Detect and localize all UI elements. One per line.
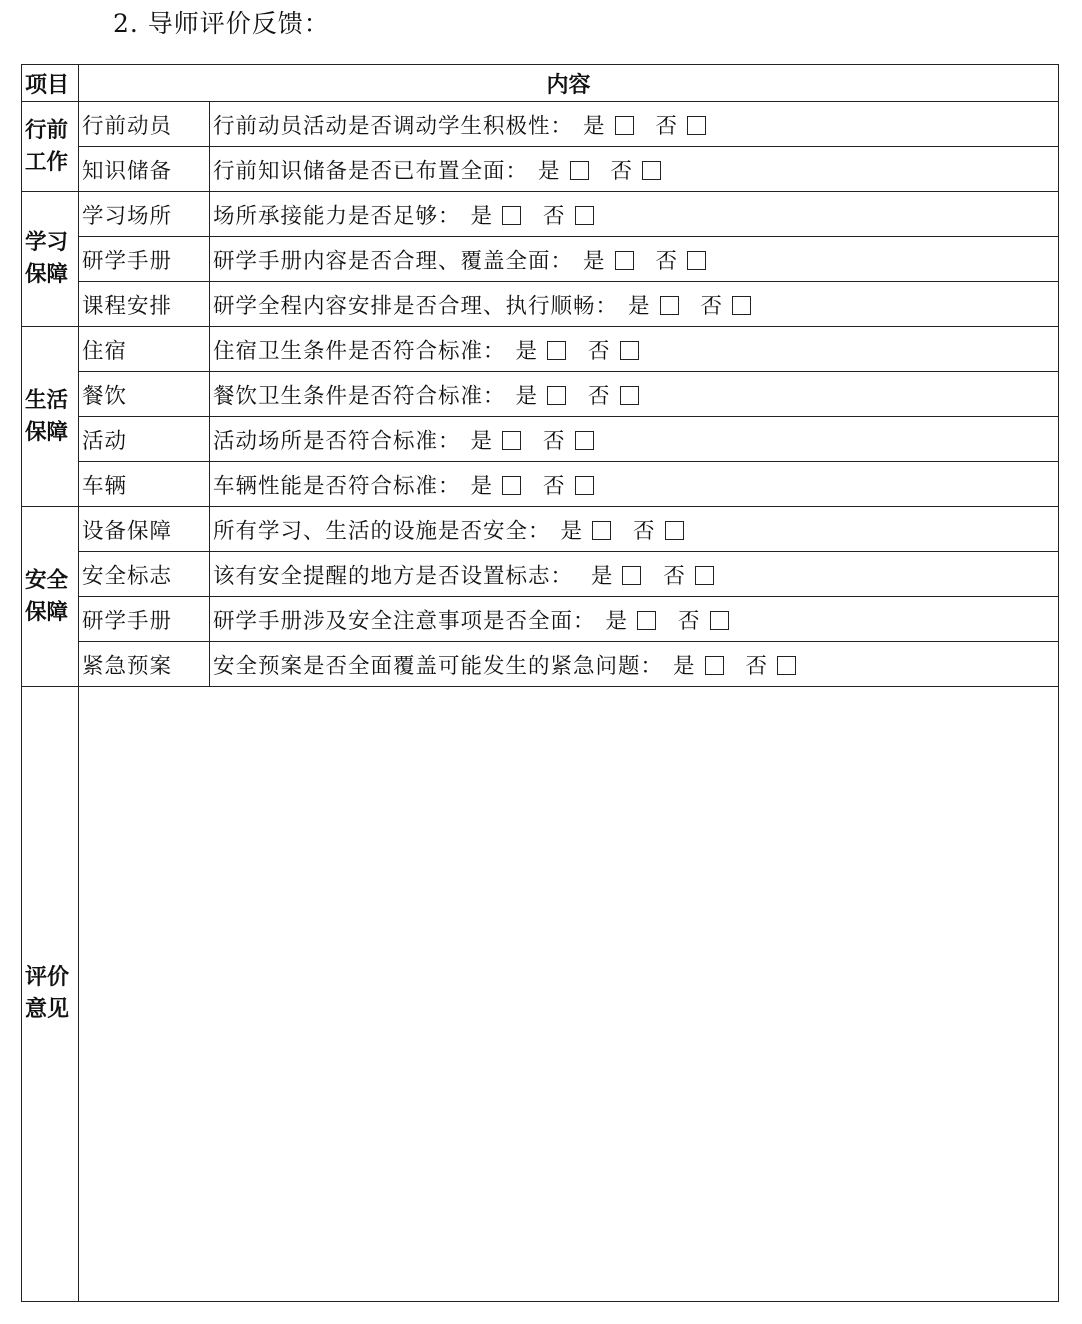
category-cell xyxy=(22,507,79,687)
category-label-line2: 保障 xyxy=(25,599,69,625)
table-row xyxy=(22,327,1059,372)
subitem-cell: 紧急预案 xyxy=(79,642,210,687)
question-text: 场所承接能力是否足够： xyxy=(213,203,461,229)
yes-label: 是 xyxy=(538,158,561,184)
subitem-cell: 学习场所 xyxy=(79,192,210,237)
evaluation-label-cell xyxy=(22,687,79,1302)
evaluation-form-table xyxy=(21,64,1059,1302)
yes-label: 是 xyxy=(470,473,494,499)
yes-label: 是 xyxy=(515,338,539,364)
subitem-cell: 车辆 xyxy=(79,462,210,507)
yes-label: 是 xyxy=(470,428,494,454)
no-checkbox[interactable] xyxy=(575,476,594,495)
question-text: 餐饮卫生条件是否符合标准： xyxy=(213,383,506,409)
page-heading: 2. 导师评价反馈： xyxy=(113,9,330,38)
no-label: 否 xyxy=(663,563,686,589)
category-label-line1: 行前 xyxy=(25,117,69,143)
category-cell xyxy=(22,192,79,327)
subitem-cell: 知识储备 xyxy=(79,147,210,192)
no-label: 否 xyxy=(655,248,679,274)
no-checkbox[interactable] xyxy=(620,341,639,360)
table-row xyxy=(22,372,1059,417)
table-row xyxy=(22,597,1059,642)
table-row xyxy=(22,552,1059,597)
table-row xyxy=(22,462,1059,507)
yes-label: 是 xyxy=(515,383,539,409)
category-label-line2: 保障 xyxy=(25,419,69,445)
subitem-cell: 活动 xyxy=(79,417,210,462)
table-row xyxy=(22,237,1059,282)
yes-checkbox[interactable] xyxy=(502,476,521,495)
no-label: 否 xyxy=(610,158,634,184)
question-cell xyxy=(210,462,1059,507)
question-cell xyxy=(210,372,1059,417)
yes-checkbox[interactable] xyxy=(547,341,566,360)
subitem-cell: 住宿 xyxy=(79,327,210,372)
no-label: 否 xyxy=(588,383,611,409)
yes-label: 是 xyxy=(590,563,614,589)
no-checkbox[interactable] xyxy=(575,206,594,225)
category-label-line2: 保障 xyxy=(25,262,69,287)
table-row xyxy=(22,102,1059,147)
question-cell xyxy=(210,147,1059,192)
table-row xyxy=(22,192,1059,237)
question-cell xyxy=(210,327,1059,372)
no-label: 否 xyxy=(543,203,566,229)
question-text: 该有安全提醒的地方是否设置标志： xyxy=(213,563,581,589)
question-cell xyxy=(210,417,1059,462)
category-label-line2: 工作 xyxy=(25,149,69,175)
yes-checkbox[interactable] xyxy=(502,431,521,450)
yes-label: 是 xyxy=(583,113,606,139)
subitem-cell: 研学手册 xyxy=(79,237,210,282)
table-row xyxy=(22,642,1059,687)
no-checkbox[interactable] xyxy=(620,386,639,405)
evaluation-label-line2: 意见 xyxy=(25,997,70,1022)
no-checkbox[interactable] xyxy=(687,251,706,270)
subitem-cell: 课程安排 xyxy=(79,282,210,327)
no-checkbox[interactable] xyxy=(710,611,729,630)
question-cell xyxy=(210,192,1059,237)
evaluation-row xyxy=(22,687,1059,1302)
no-label: 否 xyxy=(588,338,611,364)
subitem-cell: 行前动员 xyxy=(79,102,210,147)
yes-checkbox[interactable] xyxy=(592,521,611,540)
table-row xyxy=(22,507,1059,552)
yes-checkbox[interactable] xyxy=(660,296,679,315)
table-row xyxy=(22,147,1059,192)
question-cell xyxy=(210,102,1059,147)
question-text: 行前动员活动是否调动学生积极性： xyxy=(213,113,574,139)
question-cell xyxy=(210,552,1059,597)
subitem-cell: 设备保障 xyxy=(79,507,210,552)
no-label: 否 xyxy=(655,113,679,139)
no-label: 否 xyxy=(678,608,701,634)
subitem-cell: 安全标志 xyxy=(79,552,210,597)
no-label: 否 xyxy=(745,653,769,679)
question-cell xyxy=(210,282,1059,327)
no-checkbox[interactable] xyxy=(575,431,594,450)
evaluation-label-line1: 评价 xyxy=(25,965,70,990)
no-checkbox[interactable] xyxy=(695,566,714,585)
no-checkbox[interactable] xyxy=(777,656,796,675)
question-text: 行前知识储备是否已布置全面： xyxy=(213,158,529,184)
category-cell xyxy=(22,327,79,507)
question-cell xyxy=(210,507,1059,552)
no-checkbox[interactable] xyxy=(687,116,706,135)
yes-checkbox[interactable] xyxy=(547,386,566,405)
question-cell xyxy=(210,237,1059,282)
yes-label: 是 xyxy=(583,248,606,274)
yes-label: 是 xyxy=(560,518,584,544)
yes-checkbox[interactable] xyxy=(615,251,634,270)
no-checkbox[interactable] xyxy=(665,521,684,540)
yes-label: 是 xyxy=(628,293,651,319)
no-label: 否 xyxy=(543,428,566,454)
evaluation-comment-area[interactable] xyxy=(79,687,1059,1302)
yes-checkbox[interactable] xyxy=(570,161,589,180)
table-row xyxy=(22,282,1059,327)
table-row xyxy=(22,417,1059,462)
yes-label: 是 xyxy=(605,608,629,634)
question-text: 研学手册涉及安全注意事项是否全面： xyxy=(213,608,596,634)
yes-label: 是 xyxy=(673,653,696,679)
header-content: 内容 xyxy=(79,65,1059,102)
subitem-cell: 研学手册 xyxy=(79,597,210,642)
question-text: 所有学习、生活的设施是否安全： xyxy=(213,518,551,544)
category-label-line1: 生活 xyxy=(25,387,69,413)
question-text: 研学全程内容安排是否合理、执行顺畅： xyxy=(213,293,619,319)
header-item: 项目 xyxy=(22,65,79,102)
no-label: 否 xyxy=(633,518,656,544)
question-text: 活动场所是否符合标准： xyxy=(213,428,461,454)
no-checkbox[interactable] xyxy=(642,161,661,180)
yes-checkbox[interactable] xyxy=(705,656,724,675)
question-cell xyxy=(210,642,1059,687)
yes-checkbox[interactable] xyxy=(622,566,641,585)
yes-checkbox[interactable] xyxy=(502,206,521,225)
yes-checkbox[interactable] xyxy=(615,116,634,135)
subitem-cell: 餐饮 xyxy=(79,372,210,417)
question-text: 住宿卫生条件是否符合标准： xyxy=(213,338,506,364)
category-cell xyxy=(22,102,79,192)
no-label: 否 xyxy=(543,473,566,499)
yes-label: 是 xyxy=(470,203,494,229)
question-text: 车辆性能是否符合标准： xyxy=(213,473,461,499)
category-label-line1: 学习 xyxy=(25,230,69,255)
category-label-line1: 安全 xyxy=(25,567,69,593)
question-text: 安全预案是否全面覆盖可能发生的紧急问题： xyxy=(213,653,664,679)
table-header-row xyxy=(22,65,1059,102)
no-checkbox[interactable] xyxy=(732,296,751,315)
no-label: 否 xyxy=(700,293,724,319)
question-cell xyxy=(210,597,1059,642)
yes-checkbox[interactable] xyxy=(637,611,656,630)
question-text: 研学手册内容是否合理、覆盖全面： xyxy=(213,248,574,274)
